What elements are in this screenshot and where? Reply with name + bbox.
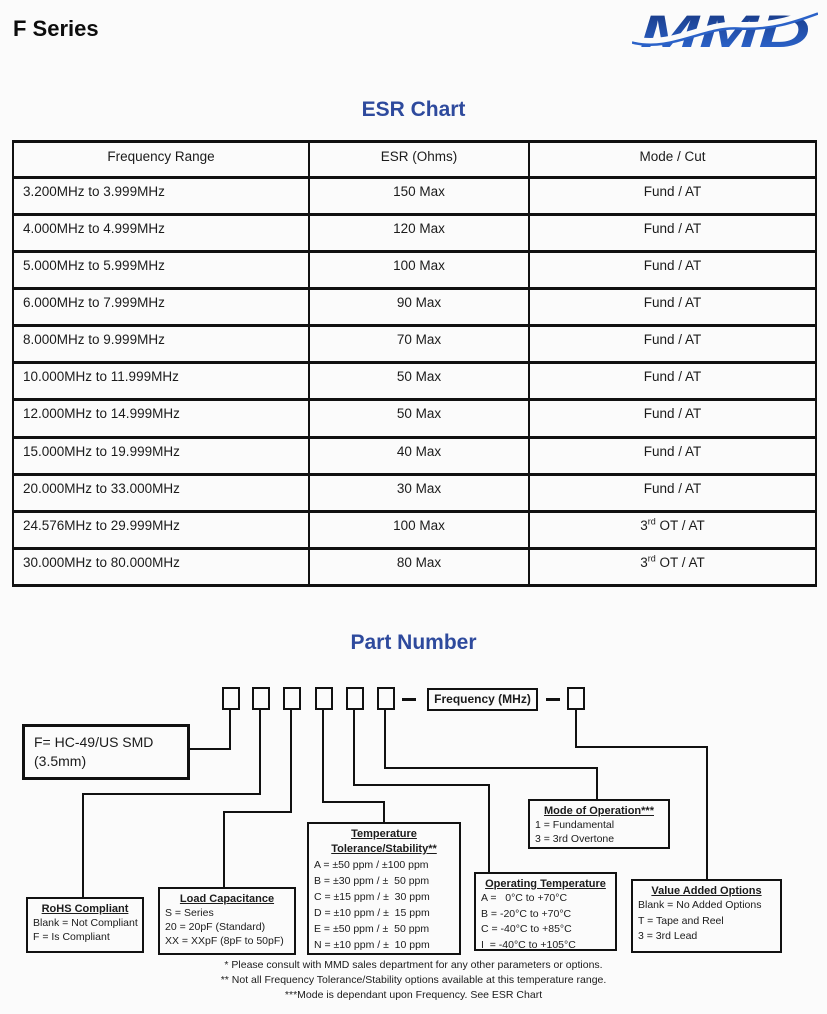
value-added-options-box bbox=[631, 879, 782, 953]
series-code-line1: F= HC-49/US SMD bbox=[34, 734, 154, 750]
frequency-box: Frequency (MHz) bbox=[427, 688, 538, 711]
tolerance-option: E = ±50 ppm / ± 50 ppm bbox=[314, 923, 430, 935]
operating-temperature-option: I = -40°C to +105°C bbox=[481, 938, 576, 951]
connector-line bbox=[290, 710, 292, 813]
esr-table bbox=[12, 140, 817, 587]
mode-cut-cell: Fund / AT bbox=[529, 215, 816, 252]
esr-chart-title: ESR Chart bbox=[361, 98, 466, 121]
tolerance-option: B = ±30 ppm / ± 50 ppm bbox=[314, 875, 430, 887]
operating-temperature-option: C = -40°C to +85°C bbox=[481, 923, 572, 935]
operating-temperature-box bbox=[474, 872, 617, 951]
connector-line bbox=[322, 801, 385, 803]
mode-of-operation-title: Mode of Operation*** bbox=[543, 805, 654, 817]
mmd-logo-graphic bbox=[632, 5, 818, 57]
table-row bbox=[13, 548, 816, 585]
connector-line bbox=[259, 710, 261, 795]
table-row bbox=[13, 215, 816, 252]
connector-line bbox=[322, 710, 324, 803]
col-header-esr: ESR (Ohms) bbox=[309, 142, 529, 178]
frequency-range-cell: 15.000MHz to 19.999MHz bbox=[13, 437, 309, 474]
esr-cell: 100 Max bbox=[309, 252, 529, 289]
connector-line bbox=[596, 767, 598, 800]
mode-of-operation-box bbox=[528, 799, 670, 849]
connector-line bbox=[488, 784, 490, 873]
temperature-tolerance-title-line1: Temperature bbox=[351, 828, 417, 840]
footnote: ***Mode is dependant upon Frequency. See ESR Chart bbox=[284, 989, 543, 1001]
mode-cut-cell: Fund / AT bbox=[529, 363, 816, 400]
table-row bbox=[13, 511, 816, 548]
svg-text:MMD: MMD bbox=[640, 6, 810, 57]
mode-option: 1 = Fundamental bbox=[535, 819, 615, 831]
table-row bbox=[13, 474, 816, 511]
temperature-tolerance-box bbox=[307, 822, 461, 955]
operating-temperature-title: Operating Temperature bbox=[485, 878, 606, 890]
connector-line bbox=[706, 746, 708, 880]
footnotes bbox=[0, 958, 827, 1003]
part-number-title: Part Number bbox=[350, 631, 477, 654]
esr-table-header-row bbox=[13, 142, 816, 178]
pn-digit-box-series bbox=[222, 687, 240, 710]
value-added-options-title: Value Added Options bbox=[651, 885, 762, 897]
frequency-range-cell: 30.000MHz to 80.000MHz bbox=[13, 548, 309, 585]
mode-cut-cell: Fund / AT bbox=[529, 252, 816, 289]
load-capacitance-title: Load Capacitance bbox=[179, 893, 275, 905]
pn-digit-box-value-added bbox=[567, 687, 585, 710]
mode-option: 3 = 3rd Overtone bbox=[535, 833, 615, 845]
esr-cell: 80 Max bbox=[309, 548, 529, 585]
connector-line bbox=[575, 710, 577, 748]
dash-separator bbox=[402, 698, 416, 701]
esr-cell: 150 Max bbox=[309, 178, 529, 215]
value-added-option: 3 = 3rd Lead bbox=[638, 930, 698, 942]
frequency-range-cell: 3.200MHz to 3.999MHz bbox=[13, 178, 309, 215]
frequency-range-cell: 24.576MHz to 29.999MHz bbox=[13, 511, 309, 548]
table-row bbox=[13, 252, 816, 289]
series-code-box bbox=[22, 724, 190, 780]
pn-digit-box-tolerance bbox=[315, 687, 333, 710]
esr-cell: 50 Max bbox=[309, 400, 529, 437]
mode-cut-cell: 3rd OT / AT bbox=[529, 548, 816, 585]
rohs-option: F = Is Compliant bbox=[33, 931, 110, 943]
connector-line bbox=[384, 767, 598, 769]
rohs-option: Blank = Not Compliant bbox=[33, 917, 138, 929]
tolerance-option: A = ±50 ppm / ±100 ppm bbox=[314, 859, 429, 871]
temperature-tolerance-title-line2: Tolerance/Stability** bbox=[331, 843, 437, 855]
table-row bbox=[13, 400, 816, 437]
series-code-line2: (3.5mm) bbox=[34, 753, 87, 769]
connector-line bbox=[353, 710, 355, 786]
connector-line bbox=[353, 784, 490, 786]
page-title: F Series bbox=[13, 16, 99, 41]
rohs-compliant-title: RoHS Compliant bbox=[41, 903, 129, 915]
frequency-range-cell: 20.000MHz to 33.000MHz bbox=[13, 474, 309, 511]
connector-line bbox=[82, 793, 84, 898]
pn-digit-box-load-capacitance bbox=[283, 687, 301, 710]
connector-line bbox=[223, 811, 292, 813]
table-row bbox=[13, 326, 816, 363]
footnote: * Please consult with MMD sales department for any other parameters or options. bbox=[224, 959, 603, 971]
connector-line bbox=[188, 748, 231, 750]
connector-line bbox=[575, 746, 708, 748]
esr-cell: 40 Max bbox=[309, 437, 529, 474]
frequency-range-cell: 5.000MHz to 5.999MHz bbox=[13, 252, 309, 289]
connector-line bbox=[82, 793, 261, 795]
table-row bbox=[13, 437, 816, 474]
load-capacitance-option: 20 = 20pF (Standard) bbox=[165, 921, 266, 933]
mode-cut-cell: Fund / AT bbox=[529, 178, 816, 215]
value-added-option: Blank = No Added Options bbox=[638, 899, 762, 911]
footnote: ** Not all Frequency Tolerance/Stability options available at this temperature range. bbox=[220, 974, 607, 986]
load-capacitance-option: S = Series bbox=[165, 907, 214, 919]
connector-line bbox=[229, 710, 231, 750]
tolerance-option: C = ±15 ppm / ± 30 ppm bbox=[314, 891, 430, 903]
frequency-range-cell: 4.000MHz to 4.999MHz bbox=[13, 215, 309, 252]
connector-line bbox=[223, 811, 225, 888]
pn-digit-box-operating-temp bbox=[346, 687, 364, 710]
table-row bbox=[13, 289, 816, 326]
esr-cell: 70 Max bbox=[309, 326, 529, 363]
table-row bbox=[13, 178, 816, 215]
load-capacitance-box bbox=[158, 887, 296, 955]
col-header-mode-cut: Mode / Cut bbox=[529, 142, 816, 178]
value-added-option: T = Tape and Reel bbox=[638, 914, 724, 927]
operating-temperature-option: B = -20°C to +70°C bbox=[481, 907, 572, 920]
table-row bbox=[13, 363, 816, 400]
pn-digit-box-rohs bbox=[252, 687, 270, 710]
mode-cut-cell: Fund / AT bbox=[529, 326, 816, 363]
mmd-logo bbox=[632, 5, 818, 57]
mode-cut-cell: Fund / AT bbox=[529, 400, 816, 437]
esr-cell: 100 Max bbox=[309, 511, 529, 548]
tolerance-option: N = ±10 ppm / ± 10 ppm bbox=[314, 939, 430, 951]
esr-cell: 50 Max bbox=[309, 363, 529, 400]
frequency-range-cell: 6.000MHz to 7.999MHz bbox=[13, 289, 309, 326]
connector-line bbox=[383, 801, 385, 823]
frequency-range-cell: 8.000MHz to 9.999MHz bbox=[13, 326, 309, 363]
mode-cut-cell: Fund / AT bbox=[529, 437, 816, 474]
operating-temperature-option: A = 0°C to +70°C bbox=[481, 892, 568, 904]
frequency-range-cell: 12.000MHz to 14.999MHz bbox=[13, 400, 309, 437]
pn-digit-box-mode bbox=[377, 687, 395, 710]
connector-line bbox=[384, 710, 386, 769]
mode-cut-cell: Fund / AT bbox=[529, 474, 816, 511]
mode-cut-cell: Fund / AT bbox=[529, 289, 816, 326]
load-capacitance-option: XX = XXpF (8pF to 50pF) bbox=[165, 935, 284, 947]
esr-cell: 90 Max bbox=[309, 289, 529, 326]
rohs-compliant-box bbox=[26, 897, 144, 953]
frequency-range-cell: 10.000MHz to 11.999MHz bbox=[13, 363, 309, 400]
esr-cell: 30 Max bbox=[309, 474, 529, 511]
mode-cut-cell: 3rd OT / AT bbox=[529, 511, 816, 548]
col-header-frequency-range: Frequency Range bbox=[13, 142, 309, 178]
esr-cell: 120 Max bbox=[309, 215, 529, 252]
dash-separator bbox=[546, 698, 560, 701]
tolerance-option: D = ±10 ppm / ± 15 ppm bbox=[314, 907, 430, 919]
